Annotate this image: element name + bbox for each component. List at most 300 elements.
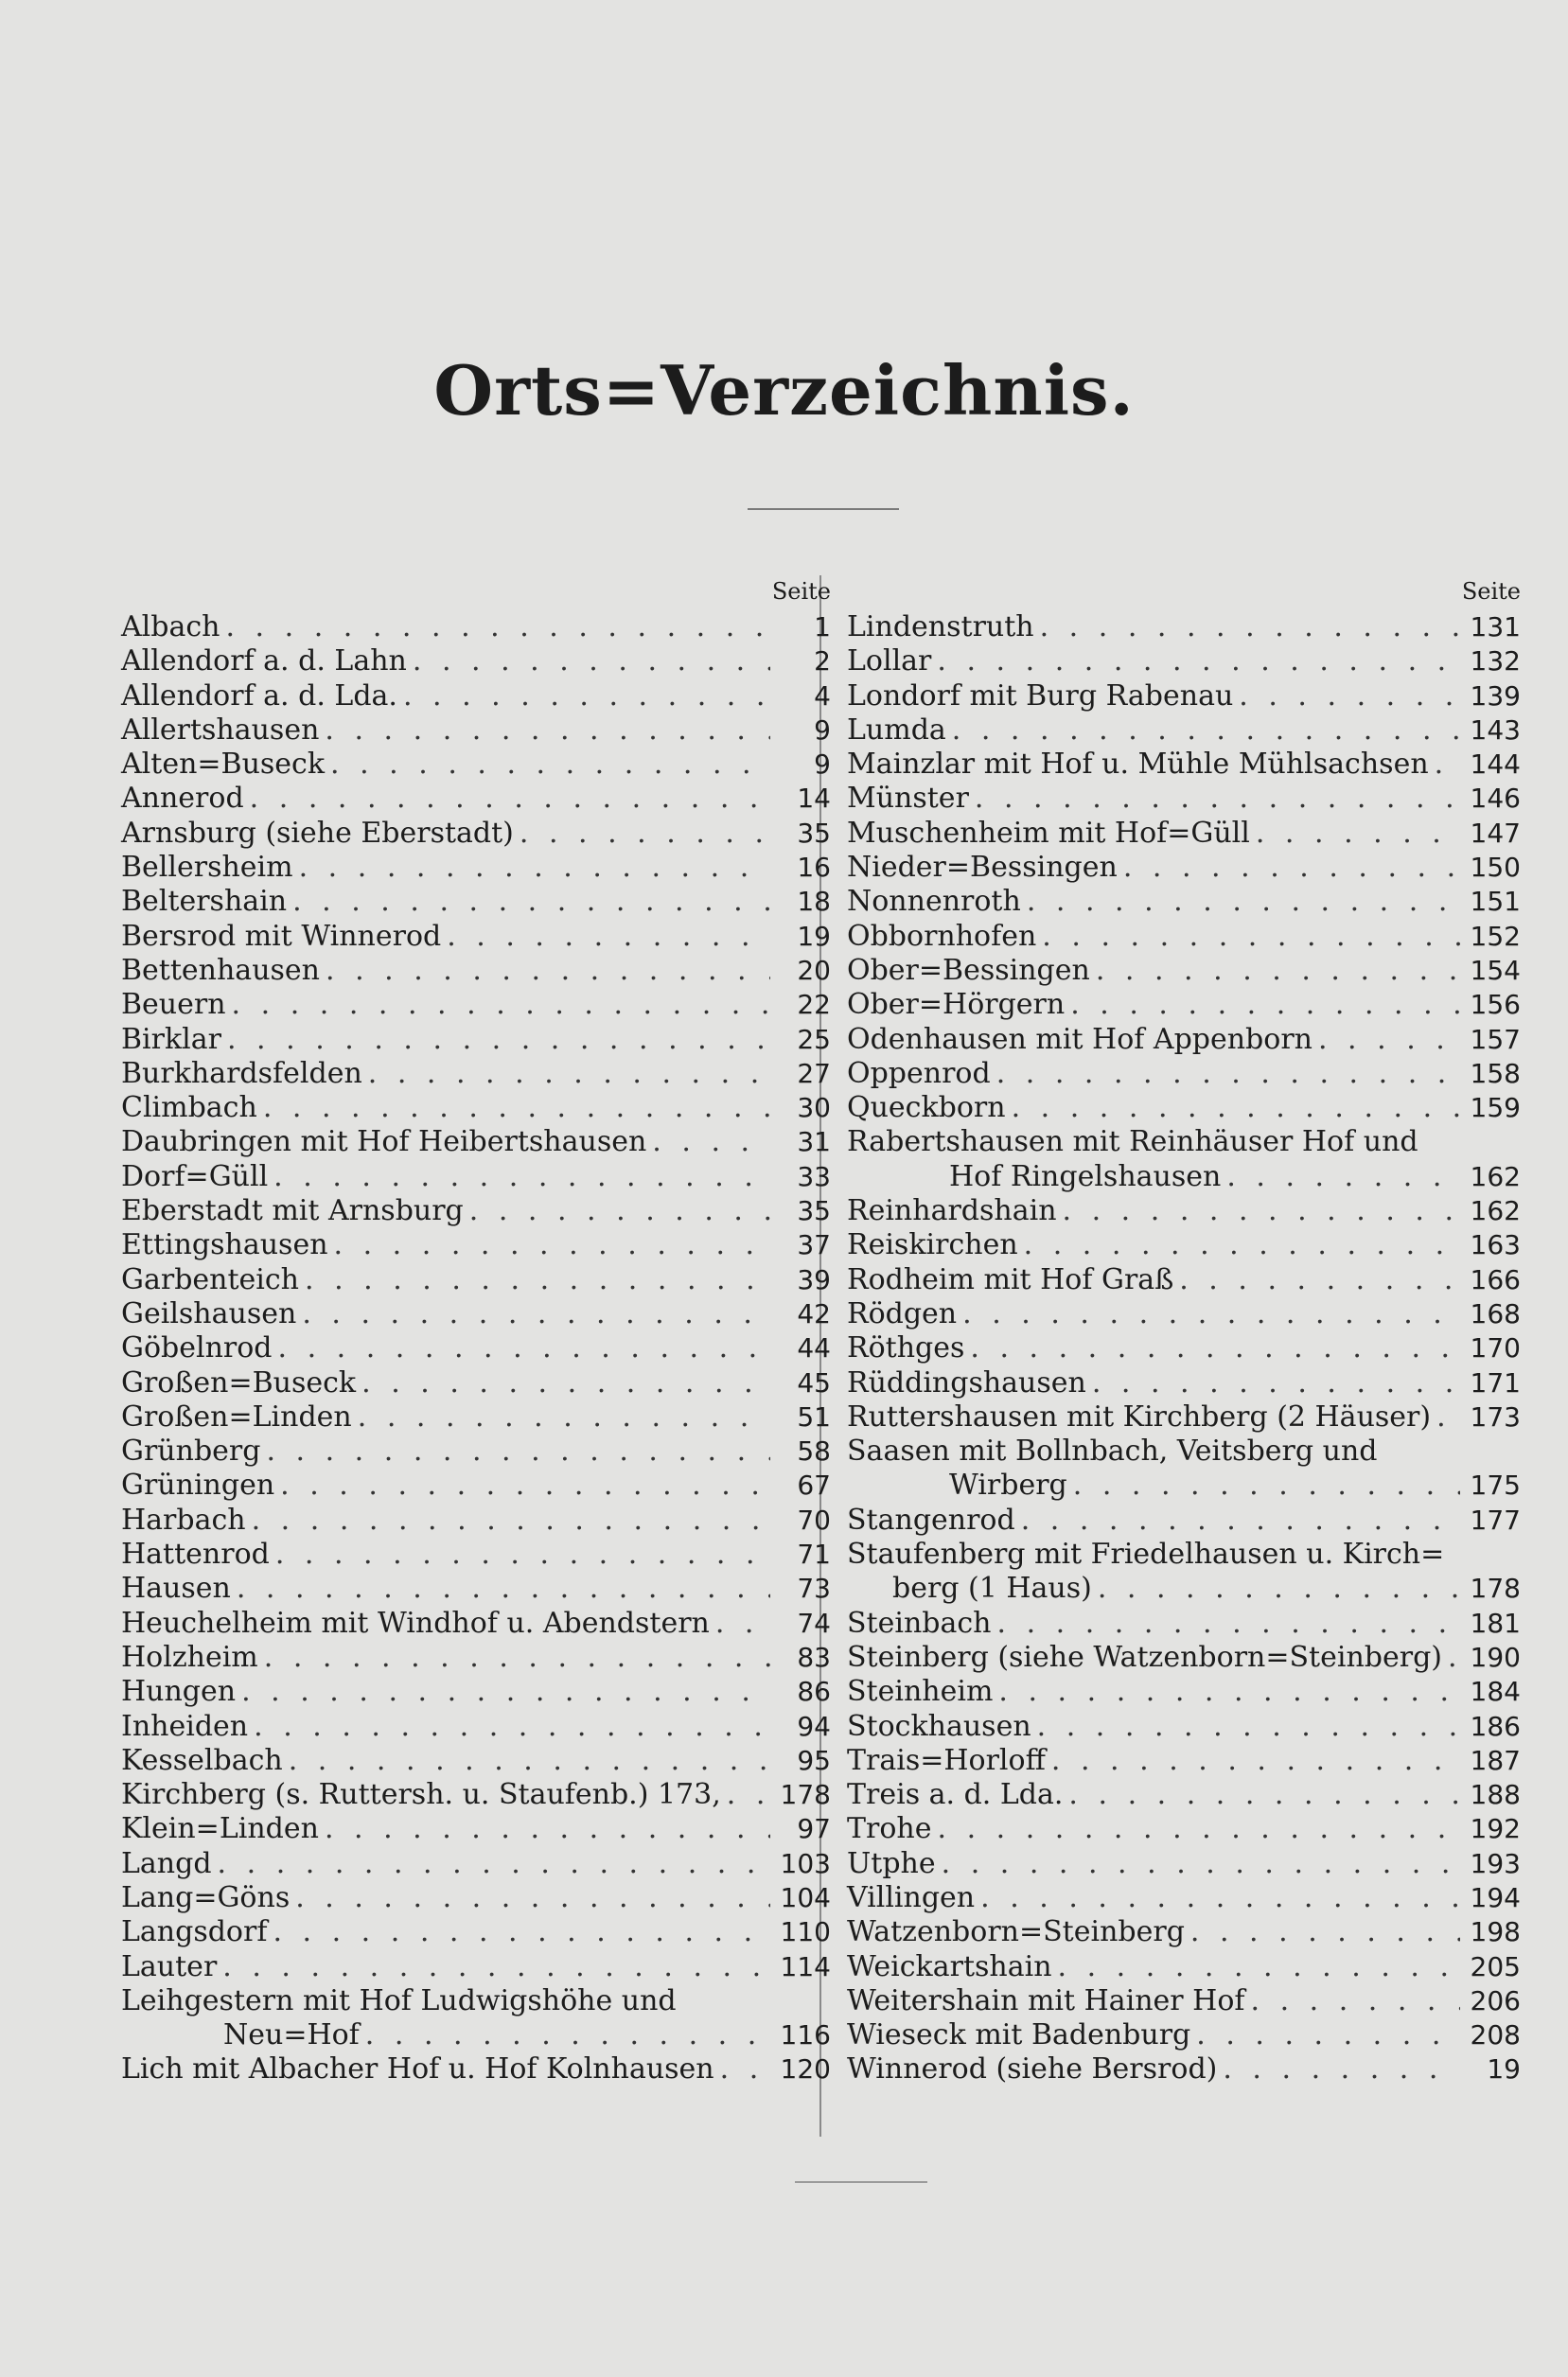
dot-leader	[1024, 1228, 1460, 1262]
index-entry	[121, 1778, 831, 1812]
entry-page-number: 171	[1470, 1366, 1521, 1399]
entry-page-number: 39	[797, 1263, 831, 1295]
index-entry	[121, 1950, 831, 1984]
entry-name: Hungen	[121, 1675, 237, 1709]
index-entry	[847, 1812, 1521, 1846]
dot-leader	[942, 1847, 1460, 1881]
entry-name: Arnsburg (siehe Eberstadt)	[121, 816, 514, 850]
entry-name: Muschenheim mit Hof=Güll	[847, 816, 1250, 850]
entry-name: Garbenteich	[121, 1262, 299, 1296]
dot-leader	[254, 1710, 770, 1744]
entry-page-number: 35	[797, 1195, 831, 1227]
entry-name: Holzheim	[121, 1640, 258, 1674]
entry-name: Odenhausen mit Hof Appenborn	[847, 1022, 1313, 1056]
entry-page-number: 157	[1470, 1023, 1521, 1055]
entry-name: Treis a. d. Lda.	[847, 1778, 1064, 1812]
dot-leader	[1256, 817, 1460, 851]
index-entry	[847, 1091, 1521, 1125]
entry-name: Rodheim mit Hof Graß	[847, 1262, 1174, 1296]
entry-name: Saasen mit Bollnbach, Veitsberg und	[847, 1435, 1378, 1469]
entry-page-number: 186	[1470, 1710, 1521, 1742]
entry-page-number: 58	[797, 1435, 831, 1468]
index-entry	[847, 713, 1521, 748]
entry-page-number: 173	[1470, 1400, 1521, 1433]
index-entry	[121, 1297, 831, 1331]
dot-leader	[1435, 748, 1460, 782]
dot-leader	[305, 1263, 770, 1297]
dot-leader	[997, 1607, 1461, 1641]
entry-page-number: 73	[797, 1573, 831, 1605]
dot-leader	[413, 644, 770, 678]
index-entry	[847, 1504, 1521, 1538]
entry-page-number: 103	[780, 1847, 831, 1879]
dot-leader	[1092, 1366, 1460, 1400]
dot-leader	[727, 1778, 770, 1812]
dot-leader	[273, 1915, 770, 1949]
left-entry-list	[121, 610, 831, 2087]
dot-leader	[263, 1091, 770, 1125]
dot-leader	[241, 1675, 770, 1709]
entry-name: Villingen	[847, 1880, 976, 1914]
entry-page-number: 4	[814, 679, 831, 712]
index-entry	[847, 2052, 1521, 2086]
left-column	[121, 572, 831, 2087]
index-entry	[847, 1228, 1521, 1262]
entry-name: Ober=Hörgern	[847, 988, 1066, 1022]
index-entry	[121, 1984, 831, 2018]
entry-name: Göbelnrod	[121, 1331, 273, 1365]
entry-name: Staufenberg mit Friedelhausen u. Kirch=	[847, 1538, 1445, 1572]
entry-page-number: 208	[1470, 2019, 1521, 2051]
dot-leader	[232, 988, 770, 1022]
entry-name: Großen=Linden	[121, 1400, 352, 1434]
index-entry	[121, 644, 831, 678]
index-entry	[847, 610, 1521, 644]
dot-leader	[330, 748, 770, 782]
entry-name: Steinheim	[847, 1675, 994, 1709]
entry-page-number: 139	[1470, 679, 1521, 712]
entry-name: Röthges	[847, 1331, 965, 1365]
entry-page-number: 154	[1470, 954, 1521, 986]
entry-page-number: 16	[797, 852, 831, 884]
index-entry	[847, 1847, 1521, 1881]
entry-name: Eberstadt mit Arnsburg	[121, 1194, 464, 1228]
entry-page-number: 178	[780, 1779, 831, 1811]
entry-name: Reiskirchen	[847, 1228, 1018, 1262]
entry-page-number: 159	[1470, 1092, 1521, 1124]
index-entry	[121, 1572, 831, 1606]
index-entry	[121, 1744, 831, 1778]
index-entry	[847, 1057, 1521, 1091]
dot-leader	[1073, 1469, 1460, 1503]
dot-leader	[250, 782, 770, 816]
index-entry	[121, 1091, 831, 1125]
entry-page-number: 144	[1470, 748, 1521, 781]
entry-name: Weitershain mit Hainer Hof	[847, 1983, 1245, 2017]
entry-name: Inheiden	[121, 1709, 249, 1743]
right-column	[847, 572, 1521, 2087]
entry-name: Steinbach	[847, 1606, 992, 1640]
index-entry	[847, 1194, 1521, 1228]
dot-leader	[1058, 1950, 1460, 1984]
dot-leader	[275, 1538, 770, 1572]
entry-name: Oppenrod	[847, 1056, 991, 1090]
dot-leader	[1027, 885, 1460, 919]
index-entry	[847, 1366, 1521, 1400]
index-entry	[121, 1160, 831, 1194]
index-entry	[847, 1950, 1521, 1984]
entry-page-number: 184	[1470, 1676, 1521, 1708]
dot-leader	[1223, 2052, 1460, 2086]
entry-name: Grüningen	[121, 1469, 275, 1503]
entry-page-number: 178	[1470, 1573, 1521, 1605]
index-entry	[847, 1984, 1521, 2018]
dot-leader	[237, 1572, 770, 1606]
entry-page-number: 1	[814, 611, 831, 643]
entry-name: Queckborn	[847, 1091, 1006, 1125]
entry-page-number: 166	[1470, 1263, 1521, 1295]
entry-name: Stockhausen	[847, 1709, 1031, 1743]
entry-page-number: 70	[797, 1504, 831, 1536]
entry-name: Stangenrod	[847, 1503, 1015, 1537]
index-entry	[847, 1435, 1521, 1469]
entry-page-number: 206	[1470, 1984, 1521, 2016]
dot-leader	[520, 817, 770, 851]
dot-leader	[1037, 1710, 1460, 1744]
dot-leader	[299, 851, 770, 885]
entry-page-number: 67	[797, 1470, 831, 1502]
index-entry	[847, 920, 1521, 954]
entry-page-number: 22	[797, 989, 831, 1021]
dot-leader	[264, 1641, 770, 1675]
entry-name: Rödgen	[847, 1296, 958, 1330]
dot-leader	[1196, 2018, 1460, 2052]
entry-name: Lang=Göns	[121, 1880, 291, 1914]
dot-leader	[325, 713, 770, 748]
index-entry	[847, 1263, 1521, 1297]
entry-page-number: 35	[797, 817, 831, 849]
index-entry	[847, 1297, 1521, 1331]
dot-leader	[289, 1744, 770, 1778]
dot-leader	[1068, 1778, 1460, 1812]
index-entry	[121, 1710, 831, 1744]
entry-name: Climbach	[121, 1091, 257, 1125]
entry-page-number: 37	[797, 1229, 831, 1261]
index-entry	[121, 920, 831, 954]
entry-page-number: 181	[1470, 1607, 1521, 1639]
dot-leader	[218, 1847, 770, 1881]
dot-leader	[447, 920, 770, 954]
entry-name: Großen=Buseck	[121, 1365, 357, 1400]
dot-leader	[970, 1331, 1460, 1365]
entry-name: Dorf=Güll	[121, 1159, 269, 1193]
entry-name: Obbornhofen	[847, 919, 1037, 953]
index-entry	[847, 851, 1521, 885]
entry-page-number: 156	[1470, 989, 1521, 1021]
entry-name: Trohe	[847, 1812, 932, 1846]
index-entry	[847, 1331, 1521, 1365]
entry-page-number: 94	[797, 1710, 831, 1742]
dot-leader	[361, 1366, 770, 1400]
entry-name: Hausen	[121, 1572, 231, 1606]
entry-name: Lauter	[121, 1949, 218, 1983]
index-entry	[121, 1435, 831, 1469]
dot-leader	[1096, 954, 1460, 988]
index-entry	[847, 1915, 1521, 1949]
entry-page-number: 168	[1470, 1297, 1521, 1329]
dot-leader	[975, 782, 1460, 816]
right-column-heading: Seite	[1461, 578, 1521, 605]
entry-name: Reinhardshain	[847, 1194, 1057, 1228]
entry-name: Grünberg	[121, 1435, 261, 1469]
entry-name: Langsdorf	[121, 1915, 268, 1949]
entry-page-number: 110	[780, 1916, 831, 1948]
entry-name: Kesselbach	[121, 1743, 283, 1777]
entry-name: Rüddingshausen	[847, 1365, 1086, 1400]
entry-name: Wieseck mit Badenburg	[847, 2018, 1191, 2052]
dot-leader	[996, 1057, 1460, 1091]
index-entry	[121, 817, 831, 851]
entry-name: Beuern	[121, 988, 226, 1022]
entry-page-number: 25	[797, 1023, 831, 1055]
index-entry	[847, 1572, 1521, 1606]
index-entry	[121, 748, 831, 782]
index-entry	[121, 1881, 831, 1915]
dot-leader	[368, 1057, 770, 1091]
entry-name: Bellersheim	[121, 851, 293, 885]
entry-name: Ober=Bessingen	[847, 953, 1090, 987]
entry-name: Birklar	[121, 1022, 221, 1056]
entry-name: Ruttershausen mit Kirchberg (2 Häuser)	[847, 1400, 1432, 1434]
dot-leader	[266, 1435, 770, 1469]
index-entry	[847, 1607, 1521, 1641]
index-entry	[847, 817, 1521, 851]
entry-page-number: 44	[797, 1332, 831, 1365]
title-divider	[748, 508, 899, 510]
entry-page-number: 51	[797, 1400, 831, 1433]
entry-page-number: 86	[797, 1676, 831, 1708]
index-entry	[847, 679, 1521, 713]
entry-name: Annerod	[121, 782, 244, 816]
entry-page-number: 188	[1470, 1779, 1521, 1811]
entry-page-number: 2	[814, 645, 831, 678]
index-entry	[121, 1331, 831, 1365]
entry-page-number: 20	[797, 954, 831, 986]
entry-page-number: 143	[1470, 713, 1521, 746]
entry-name: Londorf mit Burg Rabenau	[847, 678, 1234, 713]
entry-name: Neu=Hof	[223, 2018, 360, 2052]
entry-page-number: 97	[797, 1813, 831, 1845]
index-entry	[121, 2052, 831, 2086]
entry-name: Allendorf a. d. Lahn	[121, 644, 407, 678]
dot-leader	[278, 1331, 770, 1365]
dot-leader	[1063, 1194, 1460, 1228]
entry-page-number: 104	[780, 1881, 831, 1913]
entry-page-number: 19	[797, 920, 831, 952]
index-entry	[121, 1675, 831, 1709]
index-entry	[121, 988, 831, 1022]
index-entry	[847, 954, 1521, 988]
index-entry	[847, 1160, 1521, 1194]
entry-name: Utphe	[847, 1846, 936, 1880]
entry-page-number: 152	[1470, 920, 1521, 952]
index-entry	[121, 1641, 831, 1675]
entry-name: Daubringen mit Hof Heibertshausen	[121, 1125, 647, 1159]
dot-leader	[1051, 1744, 1460, 1778]
index-entry	[847, 1710, 1521, 1744]
index-entry	[847, 1641, 1521, 1675]
entry-page-number: 163	[1470, 1229, 1521, 1261]
entry-page-number: 162	[1470, 1160, 1521, 1192]
entry-name: Langd	[121, 1846, 212, 1880]
entry-page-number: 170	[1470, 1332, 1521, 1365]
dot-leader	[1251, 1984, 1461, 2018]
entry-name: Hattenrod	[121, 1538, 270, 1572]
entry-page-number: 198	[1470, 1916, 1521, 1948]
index-entry	[847, 748, 1521, 782]
dot-leader	[295, 1881, 770, 1915]
dot-leader	[1098, 1572, 1460, 1606]
entry-name: Lollar	[847, 644, 932, 678]
entry-page-number: 14	[797, 783, 831, 815]
index-entry	[121, 1469, 831, 1503]
dot-leader	[280, 1469, 770, 1503]
dot-leader	[325, 1812, 770, 1846]
entry-name: Burkhardsfelden	[121, 1056, 362, 1090]
entry-page-number: 187	[1470, 1744, 1521, 1776]
dot-leader	[1239, 679, 1460, 713]
entry-name: Münster	[847, 782, 969, 816]
entry-name: Watzenborn=Steinberg	[847, 1915, 1185, 1949]
entry-page-number: 95	[797, 1744, 831, 1776]
entry-page-number: 45	[797, 1366, 831, 1399]
index-entry	[121, 1228, 831, 1262]
dot-leader	[720, 2052, 770, 2086]
index-entry	[847, 1023, 1521, 1057]
index-entry	[121, 1538, 831, 1572]
entry-name: Lich mit Albacher Hof u. Hof Kolnhausen	[121, 2052, 714, 2086]
dot-leader	[273, 1160, 770, 1194]
entry-page-number: 18	[797, 886, 831, 918]
entry-name: Nonnenroth	[847, 885, 1021, 919]
dot-leader	[225, 610, 770, 644]
entry-page-number: 120	[780, 2053, 831, 2086]
dot-leader	[1040, 610, 1460, 644]
entry-name: Steinberg (siehe Watzenborn=Steinberg)	[847, 1640, 1442, 1674]
dot-leader	[326, 954, 770, 988]
dot-leader	[358, 1400, 770, 1435]
entry-name: Kirchberg (s. Ruttersh. u. Staufenb.) 173,	[121, 1778, 721, 1812]
dot-leader	[1021, 1504, 1460, 1538]
entry-page-number: 177	[1470, 1504, 1521, 1536]
index-entry	[121, 885, 831, 919]
index-entry	[121, 1607, 831, 1641]
index-entry	[121, 1263, 831, 1297]
entry-page-number: 150	[1470, 852, 1521, 884]
entry-page-number: 147	[1470, 817, 1521, 849]
dot-leader	[1070, 988, 1460, 1022]
index-entry	[121, 1400, 831, 1435]
dot-leader	[952, 713, 1460, 748]
index-entry	[847, 1538, 1521, 1572]
index-entry	[847, 644, 1521, 678]
index-entry	[847, 782, 1521, 816]
dot-leader	[227, 1023, 770, 1057]
entry-page-number: 114	[780, 1950, 831, 1982]
entry-name: Bettenhausen	[121, 953, 320, 987]
index-entry	[121, 713, 831, 748]
dot-leader	[1042, 920, 1460, 954]
entry-page-number: 162	[1470, 1195, 1521, 1227]
entry-name: Harbach	[121, 1503, 246, 1537]
entry-name: Allertshausen	[121, 713, 320, 747]
dot-leader	[1318, 1023, 1460, 1057]
dot-leader	[1123, 851, 1460, 885]
entry-page-number: 42	[797, 1297, 831, 1329]
dot-leader	[469, 1194, 770, 1228]
dot-leader	[980, 1881, 1460, 1915]
entry-page-number: 9	[814, 748, 831, 781]
entry-page-number: 192	[1470, 1813, 1521, 1845]
index-entry	[121, 1125, 831, 1159]
entry-page-number: 131	[1470, 611, 1521, 643]
index-entry	[847, 1125, 1521, 1159]
entry-name: Weickartshain	[847, 1949, 1052, 1983]
entry-page-number: 190	[1470, 1641, 1521, 1673]
index-entry	[847, 1881, 1521, 1915]
entry-name: Albach	[121, 610, 220, 643]
entry-page-number: 146	[1470, 783, 1521, 815]
dot-leader	[1436, 1400, 1460, 1435]
dot-leader	[1448, 1641, 1460, 1675]
index-entry	[847, 1400, 1521, 1435]
index-entry	[121, 1504, 831, 1538]
entry-page-number: 71	[797, 1539, 831, 1571]
dot-leader	[1226, 1160, 1460, 1194]
entry-page-number: 132	[1470, 645, 1521, 678]
entry-name: Beltershain	[121, 885, 288, 919]
index-entry	[847, 1778, 1521, 1812]
entry-page-number: 33	[797, 1160, 831, 1192]
index-entry	[121, 1847, 831, 1881]
dot-leader	[1190, 1915, 1460, 1949]
index-entry	[121, 610, 831, 644]
entry-page-number: 193	[1470, 1847, 1521, 1879]
dot-leader	[998, 1675, 1460, 1709]
entry-page-number: 158	[1470, 1057, 1521, 1089]
entry-page-number: 175	[1470, 1470, 1521, 1502]
entry-page-number: 151	[1470, 886, 1521, 918]
index-entry	[121, 2018, 831, 2052]
entry-page-number: 74	[797, 1607, 831, 1639]
entry-page-number: 83	[797, 1641, 831, 1673]
dot-leader	[334, 1228, 770, 1262]
entry-name: Hof Ringelshausen	[949, 1159, 1222, 1193]
entry-name: Alten=Buseck	[121, 748, 326, 782]
dot-leader	[962, 1297, 1460, 1331]
entry-page-number: 31	[797, 1126, 831, 1158]
entry-page-number: 30	[797, 1092, 831, 1124]
entry-name: Winnerod (siehe Bersrod)	[847, 2052, 1218, 2086]
entry-page-number: 194	[1470, 1881, 1521, 1913]
index-entry	[121, 1366, 831, 1400]
dot-leader	[292, 885, 770, 919]
index-entry	[121, 1194, 831, 1228]
index-entry	[121, 782, 831, 816]
dot-leader	[715, 1607, 770, 1641]
dot-leader	[252, 1504, 770, 1538]
entry-name: Mainzlar mit Hof u. Mühle Mühlsachsen	[847, 748, 1429, 782]
